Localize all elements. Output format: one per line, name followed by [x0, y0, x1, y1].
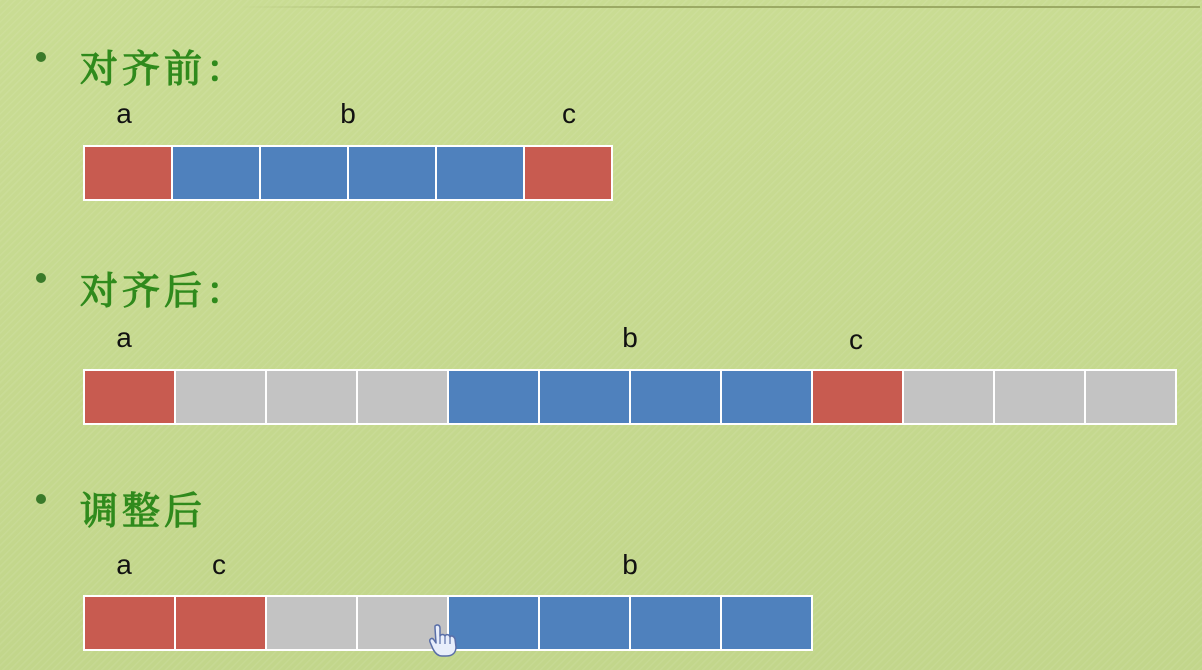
memory-cell-red [85, 371, 176, 423]
memory-cell-blue [540, 597, 631, 649]
heading-before-align: 对齐前： [80, 46, 249, 91]
bullet-after-align [36, 273, 46, 283]
memory-row-after-align [83, 369, 1177, 425]
memory-cell-red [85, 597, 176, 649]
label-c-after: c [849, 324, 863, 355]
memory-cell-blue [349, 147, 437, 199]
memory-cell-blue [449, 371, 540, 423]
heading-after-adjust: 调整后 [80, 488, 207, 533]
label-b-before: b [340, 98, 356, 129]
memory-cell-gray [1086, 371, 1177, 423]
memory-cell-red [176, 597, 267, 649]
memory-cell-blue [722, 371, 813, 423]
memory-cell-gray [176, 371, 267, 423]
label-c-adjusted: c [212, 549, 226, 580]
memory-cell-gray [267, 371, 358, 423]
label-b-after: b [622, 322, 638, 353]
bullet-after-adjust [36, 494, 46, 504]
memory-cell-blue [261, 147, 349, 199]
memory-cell-blue [173, 147, 261, 199]
label-a-adjusted: a [116, 549, 132, 580]
memory-cell-blue [540, 371, 631, 423]
memory-row-before-align [83, 145, 613, 201]
memory-cell-gray [904, 371, 995, 423]
label-b-adjusted: b [622, 549, 638, 580]
bullet-before-align [36, 52, 46, 62]
memory-cell-blue [631, 371, 722, 423]
memory-cell-gray [358, 371, 449, 423]
memory-cell-blue [437, 147, 525, 199]
top-divider [240, 6, 1200, 8]
memory-cell-red [525, 147, 613, 199]
memory-cell-red [85, 147, 173, 199]
memory-cell-gray [267, 597, 358, 649]
heading-after-align: 对齐后： [80, 268, 249, 313]
label-c-before: c [562, 98, 576, 129]
memory-cell-blue [722, 597, 813, 649]
memory-cell-red [813, 371, 904, 423]
label-a-before: a [116, 98, 132, 129]
memory-cell-gray [995, 371, 1086, 423]
hand-pointer-icon [427, 622, 463, 658]
label-a-after: a [116, 322, 132, 353]
memory-cell-blue [631, 597, 722, 649]
